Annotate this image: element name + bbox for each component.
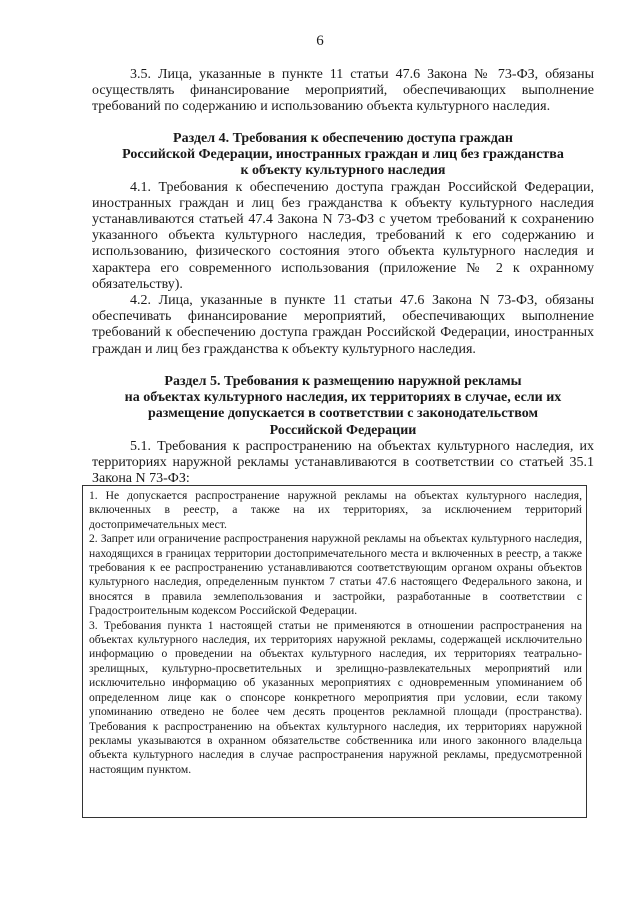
item-5-1-text: 5.1. Требования к распространению на объектах культурного наследия, их территориях наружной рекламы устанавливаются в соответствии со статьей 35.1 Закона N 73-ФЗ: — [92, 438, 594, 487]
item-4-2-text: 4.2. Лица, указанные в пункте 11 статьи 47.6 Закона N 73-ФЗ, обязаны обеспечивать финансирование мероприятий, обеспечивающих выполнение требований к обеспечению доступа граждан Российской Федерации, иностранных граждан и лиц без гражданства к объекту культурного наследия. — [92, 293, 594, 357]
law-point-1: 1. Не допускается распространение наружной рекламы на объектах культурного наследия, включенных в реестр, а также на их территориях, за исключением территорий достопримечательных мест. — [89, 489, 582, 531]
section-4-title — [92, 131, 594, 180]
page-number: 6 — [316, 33, 324, 49]
law-excerpt-box — [82, 485, 587, 818]
item-4-1-text: 4.1. Требования к обеспечению доступа граждан Российской Федерации, иностранных граждан и лиц без гражданства к объекту культурного наследия устанавливаются статьей 47.4 Закона N 73-ФЗ с учетом требований к сохранению указанного объекта культурного наследия, требований к его содержанию и использованию, физического состояния этого объекта культурного наследия и характера его современного использования (приложение № 2 к охранному обязательству). — [92, 179, 594, 292]
section-5-title-line: Российской Федерации — [269, 422, 417, 438]
item-3-5-text: 3.5. Лица, указанные в пункте 11 статьи 47.6 Закона № 73-ФЗ, обязаны осуществлять финансирование мероприятий, обеспечивающих выполнение требований по содержанию и использованию объекта культурного наследия. — [92, 67, 594, 115]
section-5 — [92, 374, 594, 487]
law-point-3: 3. Требования пункта 1 настоящей статьи не применяются в отношении распространения на объектах культурного наследия, их территориях наружной рекламы, содержащей исключительно информацию о проведении на объектах культурного наследия, их территориях театрально-зрелищных, культурно-просветительных и зрелищно-развлекательных мероприятий или исключительно информацию об указанных мероприятиях с одновременным упоминанием об определенном лице как о спонсоре конкретного мероприятия при условии, если такому упоминанию отведено не более чем десять процентов рекламной площади (пространства). Требования к распространению на объектах культурного наследия, их территориях наружной рекламы указываются в охранном обязательстве собственника или иного законного владельца объекта культурного наследия в случае распространения наружной рекламы, предусмотренной настоящим пунктом. — [89, 618, 582, 776]
section-5-title-line: размещение допускается в соответствии с законодательством — [147, 406, 539, 422]
section-4-title-line: Российской Федерации, иностранных граждан и лиц без гражданства — [122, 147, 564, 163]
section-5-title-line: Раздел 5. Требования к размещению наружной рекламы — [164, 374, 522, 389]
item-3-5 — [92, 67, 594, 116]
section-4-title-line: Раздел 4. Требования к обеспечению доступа граждан — [173, 131, 513, 146]
law-point-2: 2. Запрет или ограничение распространения наружной рекламы на объектах культурного наследия, находящихся в границах территории достопримечательного места и включенных в реестр, а также требования к ее распространению устанавливаются соответствующим органом охраны объектов культурного наследия, определенным пунктом 7 статьи 47.6 настоящего Федерального закона, и вносятся в правила землепользования и застройки, разработанные в соответствии с Градостроительным кодексом Российской Федерации. — [89, 532, 582, 618]
section-4-title-line: к объекту культурного наследия — [240, 163, 446, 179]
section-4 — [92, 131, 594, 358]
section-5-title — [92, 374, 594, 439]
section-5-title-line: на объектах культурного наследия, их территориях в случае, если их — [124, 390, 562, 406]
